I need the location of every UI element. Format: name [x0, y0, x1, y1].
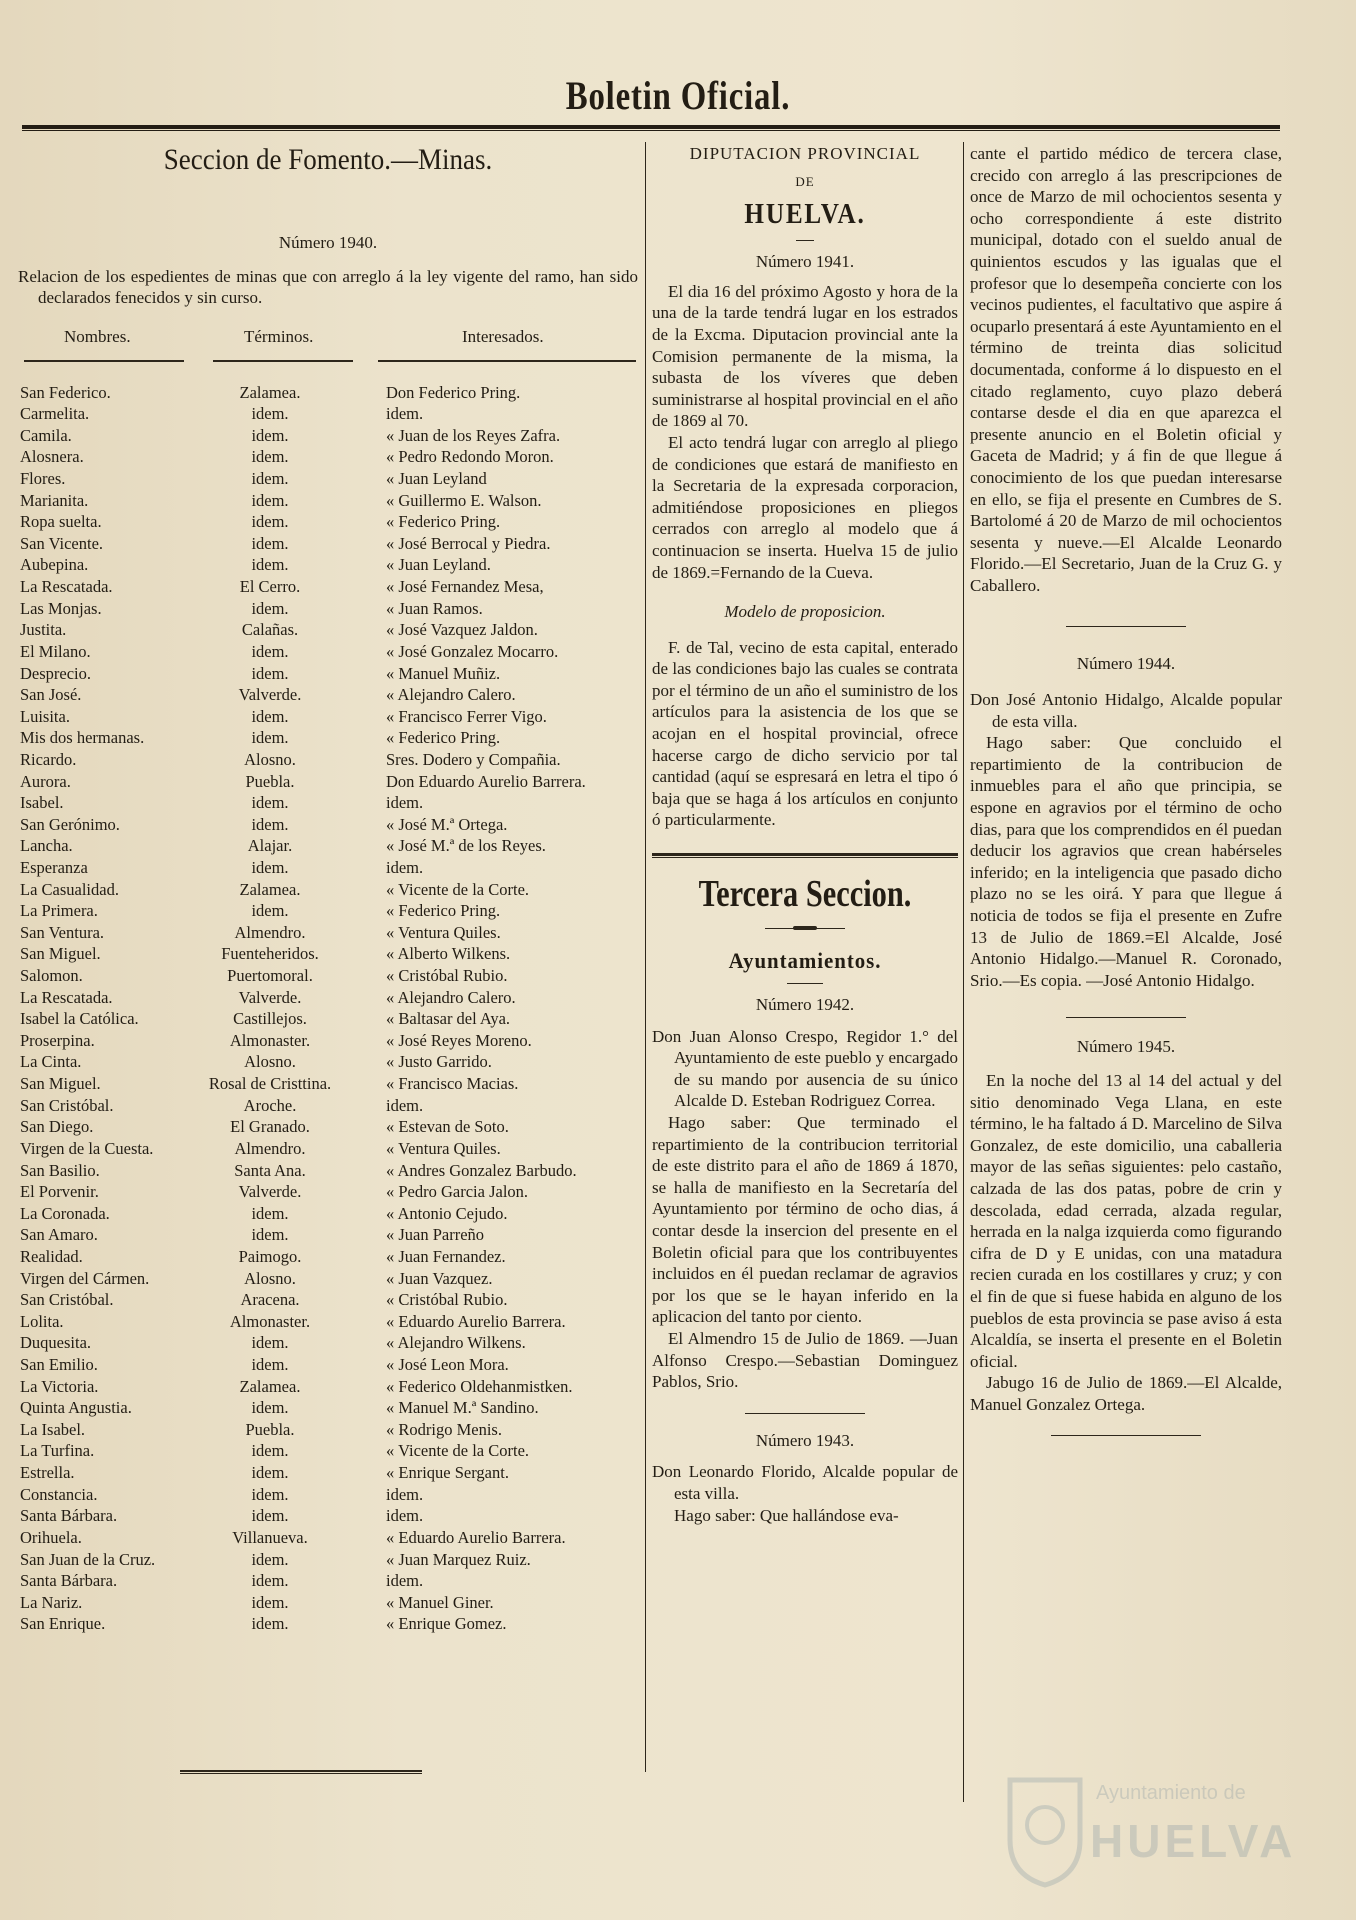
table-row: [18, 749, 638, 771]
mine-termino: Alosno.: [244, 1268, 296, 1288]
table-row: [18, 727, 638, 749]
dash-rule: [787, 983, 823, 984]
table-row: [18, 1484, 638, 1506]
mine-interesado: « Alberto Wilkens.: [386, 944, 511, 964]
table-row: [18, 706, 638, 728]
notice-number-1944: Número 1944.: [1076, 654, 1176, 674]
mine-termino: idem.: [251, 598, 289, 618]
mine-interesado: « Alejandro Wilkens.: [386, 1333, 526, 1353]
mine-termino: idem.: [251, 706, 289, 726]
mine-name: Duquesita.: [20, 1333, 92, 1353]
mine-interesado: « Andres Gonzalez Barbudo.: [386, 1160, 577, 1180]
paragraph-1945-1: En la noche del 13 al 14 del actual y del sitio denominado Vega Llana, en este término, le ha faltado á D. Marcelino de Silva Gonzalez, de este domicilio, una caballeria mayor de las señas siguientes: pelo castaño, calzada de las dos patas, pobre de crin y descolada, edad cerrada, alzada regular, herrada en la nalga izquierda como figurando cifra de D y E unidas, con una matadura recien curada en los costillares y cruz; y con el fin de que si fuese habida en alguno de los pueblos de esta provincia se pase aviso á esta Alcaldía, se inserta el presente en el Boletin oficial.: [970, 1070, 1282, 1371]
notice-number-1943: Número 1943.: [755, 1430, 855, 1450]
mine-interesado: idem.: [386, 1506, 424, 1526]
mine-termino: Fuenteheridos.: [221, 944, 319, 964]
mine-interesado: « Juan Ramos.: [386, 598, 483, 618]
paragraph-1945-2: Jabugo 16 de Julio de 1869.—El Alcalde, Manuel Gonzalez Ortega.: [970, 1373, 1282, 1414]
paragraph-1941-2: El acto tendrá lugar con arreglo al pliego de condiciones que estará de manifiesto en la Secretaria de la expresada corporacion, admitiéndose proposiciones en pliegos cerrados con arreglo al modelo que á continuacion se inserta. Huelva 15 de julio de 1869.=Fernando de la Cueva.: [652, 432, 958, 582]
end-rule: [180, 1770, 422, 1774]
mine-name: La Victoria.: [20, 1376, 99, 1396]
table-row: [18, 1419, 638, 1441]
header-interesados: Interesados.: [462, 326, 544, 346]
mine-name: San Diego.: [20, 1117, 94, 1137]
mine-interesado: « Vicente de la Corte.: [386, 1441, 530, 1461]
table-row: [18, 1138, 638, 1160]
mine-name: Proserpina.: [20, 1030, 95, 1050]
table-row: [18, 619, 638, 641]
table-row: [18, 1570, 638, 1592]
table-row: [18, 900, 638, 922]
mine-termino: Villanueva.: [232, 1527, 308, 1547]
mine-interesado: idem.: [386, 1484, 424, 1504]
paragraph-1943-cont: cante el partido médico de tercera clase, crecido con arreglo á las prescripciones de once de Marzo de mil ochocientos sesenta y ocho correspondiente á este distrito municipal, dotado con el sueldo anual de quinientos escudos y las igualas que el profesor que lo desempeña concierte con los vecinos pudientes, el facultativo que aspire á ocuparlo presentará á este Ayuntamiento en el término de treinta dias solicitud documentada, conforme á lo dispuesto en el citado reglamento, cuyo plazo deberá contarse desde el dia en que aparezca el presente anuncio en el Boletin oficial y Gaceta de Madrid; y á fin de que llegue á conocimiento de los que puedan interesarse en ello, se fija el presente en Cumbres de S. Bartolomé á 20 de Marzo de mil ochocientos sesenta y nueve.—El Alcalde Leonardo Florido.—El Secretario, Juan de la Cruz G. y Caballero.: [970, 144, 1282, 595]
mine-name: San Gerónimo.: [20, 814, 120, 834]
mine-interesado: « Ventura Quiles.: [386, 922, 501, 942]
mine-termino: idem.: [251, 404, 289, 424]
mine-name: Virgen del Cármen.: [20, 1268, 150, 1288]
mine-name: Camila.: [20, 425, 72, 445]
mine-termino: idem.: [251, 555, 289, 575]
mine-termino: Alajar.: [247, 836, 293, 856]
table-row: [18, 1160, 638, 1182]
table-row: [18, 965, 638, 987]
table-row: [18, 1181, 638, 1203]
table-row: [18, 446, 638, 468]
mine-interesado: « Eduardo Aurelio Barrera.: [386, 1527, 566, 1547]
mine-termino: Aracena.: [240, 1290, 300, 1310]
column-rule-1: [645, 142, 646, 1772]
mine-termino: idem.: [251, 858, 289, 877]
table-row: [18, 511, 638, 533]
mine-name: El Milano.: [20, 641, 91, 661]
table-row: [18, 684, 638, 706]
mine-name: Constancia.: [20, 1484, 98, 1504]
mine-termino: idem.: [251, 728, 289, 748]
table-row: [18, 468, 638, 490]
watermark-line1: Ayuntamiento de: [1096, 1782, 1246, 1804]
paragraph-1942-2: El Almendro 15 de Julio de 1869. —Juan Alfonso Crespo.—Sebastian Dominguez Pablos, Srio.: [652, 1328, 958, 1392]
column-rule-2: [963, 142, 964, 1802]
mine-interesado: « Ventura Quiles.: [386, 1138, 501, 1158]
mine-termino: idem.: [251, 1355, 289, 1375]
table-row: [18, 943, 638, 965]
dash-rule: [796, 240, 814, 241]
table-row: [18, 771, 638, 793]
paragraph-1943-1: Hago saber: Que hallándose eva-: [674, 1505, 899, 1525]
mine-interesado: « José Fernandez Mesa,: [386, 577, 544, 597]
mine-interesado: Sres. Dodero y Compañia.: [386, 749, 561, 769]
mine-name: Aubepina.: [20, 555, 89, 575]
mine-interesado: « Juan Leyland: [386, 469, 487, 489]
mine-termino: idem.: [251, 533, 289, 553]
mine-termino: idem.: [251, 512, 289, 532]
mine-name: Mis dos hermanas.: [20, 728, 145, 748]
table-row: [18, 1073, 638, 1095]
mine-interesado: « Manuel Muñiz.: [386, 663, 501, 683]
mine-name: Ropa suelta.: [20, 512, 102, 532]
table-row: [18, 1246, 638, 1268]
mine-termino: El Cerro.: [239, 577, 301, 597]
mine-name: Desprecio.: [20, 663, 92, 683]
table-row: [18, 382, 638, 404]
mine-interesado: « Francisco Macias.: [386, 1074, 519, 1094]
mine-interesado: « Eduardo Aurelio Barrera.: [386, 1311, 566, 1331]
table-row: [18, 1311, 638, 1333]
table-row: [18, 1095, 638, 1117]
mine-name: Alosnera.: [20, 447, 84, 467]
mine-interesado: Don Federico Pring.: [386, 382, 521, 402]
mine-termino: idem.: [251, 1203, 289, 1223]
mine-termino: idem.: [251, 1571, 289, 1591]
mine-termino: idem.: [251, 469, 289, 489]
mine-termino: Valverde.: [238, 987, 302, 1007]
mine-interesado: « José Reyes Moreno.: [386, 1030, 532, 1050]
table-row: [18, 1549, 638, 1571]
mine-termino: Paimogo.: [238, 1246, 302, 1266]
paragraph-1943-head: Don Leonardo Florido, Alcalde popular de esta villa.: [652, 1462, 958, 1503]
mine-interesado: « José M.ª Ortega.: [386, 814, 508, 834]
mine-termino: Zalamea.: [239, 382, 301, 402]
mine-termino: Castillejos.: [233, 1009, 307, 1029]
mine-name: La Cinta.: [20, 1052, 82, 1072]
table-row: [18, 1116, 638, 1138]
mine-interesado: idem.: [386, 1095, 424, 1115]
mine-interesado: idem.: [386, 793, 424, 813]
mine-termino: idem.: [251, 1484, 289, 1504]
mine-termino: idem.: [251, 814, 289, 834]
masthead-title: Boletin Oficial.: [565, 73, 791, 118]
mine-name: Santa Bárbara.: [20, 1506, 118, 1526]
table-row: [18, 1268, 638, 1290]
mine-name: Carmelita.: [20, 404, 90, 424]
mine-termino: idem.: [251, 901, 289, 921]
mine-name: La Coronada.: [20, 1203, 110, 1223]
mine-termino: idem.: [251, 1592, 289, 1612]
mine-termino: idem.: [251, 793, 289, 813]
mine-name: Marianita.: [20, 490, 89, 510]
mine-interesado: « José Berrocal y Piedra.: [386, 533, 551, 553]
mine-termino: Almonaster.: [229, 1030, 311, 1050]
mine-termino: Rosal de Cristtina.: [208, 1074, 332, 1094]
section-title: Seccion de Fomento.—Minas.: [163, 143, 493, 176]
mine-name: San Emilio.: [20, 1355, 98, 1375]
short-rule: [1051, 1435, 1201, 1436]
mine-termino: idem.: [251, 1506, 289, 1526]
mine-interesado: « Pedro Garcia Jalon.: [386, 1182, 529, 1202]
mine-name: San Amaro.: [20, 1225, 98, 1245]
mine-name: La Rescatada.: [20, 577, 113, 597]
mine-name: San Miguel.: [20, 1074, 101, 1094]
table-row: [18, 922, 638, 944]
mine-termino: idem.: [251, 1549, 289, 1569]
table-row: [18, 1354, 638, 1376]
mine-interesado: « Guillermo E. Walson.: [386, 490, 542, 510]
mine-termino: Almendro.: [234, 1138, 306, 1158]
mine-interesado: « Estevan de Soto.: [386, 1117, 509, 1137]
mine-termino: idem.: [251, 1463, 289, 1483]
mine-termino: idem.: [251, 1614, 289, 1634]
mine-interesado: « Francisco Ferrer Vigo.: [386, 706, 547, 726]
mine-interesado: « Alejandro Calero.: [386, 685, 516, 705]
ornament-rule: [765, 928, 845, 929]
mine-name: San Juan de la Cruz.: [20, 1549, 156, 1569]
shield-icon: [1000, 1770, 1090, 1890]
mine-name: San Basilio.: [20, 1160, 100, 1180]
mine-name: San Cristóbal.: [20, 1290, 114, 1310]
mine-interesado: « Cristóbal Rubio.: [386, 966, 508, 986]
mine-termino: Valverde.: [238, 685, 302, 705]
mine-name: La Nariz.: [20, 1592, 83, 1612]
table-row: [18, 1462, 638, 1484]
mine-name: San Enrique.: [20, 1614, 106, 1634]
mine-interesado: « Antonio Cejudo.: [386, 1203, 508, 1223]
mine-termino: idem.: [251, 447, 289, 467]
mine-name: Isabel.: [20, 793, 64, 813]
table-row: [18, 554, 638, 576]
mine-termino: Alosno.: [244, 749, 296, 769]
mine-interesado: « Juan Marquez Ruiz.: [386, 1549, 531, 1569]
mine-interesado: « Manuel M.ª Sandino.: [386, 1398, 539, 1418]
header-nombres: Nombres.: [64, 326, 131, 346]
table-row: [18, 490, 638, 512]
mine-interesado: « Enrique Gomez.: [386, 1614, 507, 1634]
table-row: [18, 879, 638, 901]
table-row: [18, 425, 638, 447]
table-row: [18, 1332, 638, 1354]
mine-interesado: « José M.ª de los Reyes.: [386, 836, 546, 856]
table-row: [18, 1289, 638, 1311]
table-row: [18, 1224, 638, 1246]
paragraph-1944-1: Hago saber: Que concluido el repartimiento de la contribucion de inmuebles para el año que principia, se espone en agravios por el término de ocho dias, para que los comprendidos en él puedan deducir los agravios que crean habérseles inferido; en la inteligencia que pasado dicho plazo no se les oirá. Y para que llegue á noticia de todos se fija el presente en Zufre 13 de Julio de 1869.=El Alcalde, José Antonio Hidalgo.—Manuel R. Coronado, Srio.—Es copia. —José Antonio Hidalgo.: [970, 733, 1282, 990]
table-row: [18, 1527, 638, 1549]
mine-termino: Valverde.: [238, 1182, 302, 1202]
column-three: [970, 143, 1282, 1436]
mine-termino: Almendro.: [234, 922, 306, 942]
table-header-rules: [18, 352, 638, 370]
mine-termino: Aroche.: [243, 1095, 297, 1115]
mine-name: Virgen de la Cuesta.: [20, 1138, 154, 1158]
mine-name: San Miguel.: [20, 944, 101, 964]
table-row: [18, 1376, 638, 1398]
mine-termino: Zalamea.: [239, 879, 301, 899]
mines-table: [18, 382, 638, 1635]
mine-interesado: « Cristóbal Rubio.: [386, 1290, 508, 1310]
mine-termino: Almonaster.: [229, 1311, 311, 1331]
table-row: [18, 814, 638, 836]
mine-name: Estrella.: [20, 1463, 75, 1483]
mine-termino: idem.: [251, 1225, 289, 1245]
paragraph-1941-1: El dia 16 del próximo Agosto y hora de la una de la tarde tendrá lugar en los estrados de la Excma. Diputacion provincial ante la Comision permanente de la misma, la subasta de los víveres que deben suministrarse al hospital provincial en el año de 1869 al 70.: [652, 281, 958, 431]
table-row: [18, 1440, 638, 1462]
mine-name: Isabel la Católica.: [20, 1009, 139, 1029]
table-row: [18, 1051, 638, 1073]
masthead-rule: [22, 125, 1280, 131]
table-row: [18, 792, 638, 814]
mine-interesado: « Enrique Sergant.: [386, 1463, 509, 1483]
table-row: [18, 598, 638, 620]
table-row: [18, 1030, 638, 1052]
table-row: [18, 663, 638, 685]
watermark-line2: HUELVA: [1090, 1815, 1297, 1867]
mine-name: La Isabel.: [20, 1419, 86, 1439]
mine-name: Justita.: [20, 620, 67, 640]
mine-name: Realidad.: [20, 1246, 83, 1266]
mine-interesado: « Juan Parreño: [386, 1225, 485, 1245]
mine-termino: Alosno.: [244, 1052, 296, 1072]
mine-interesado: « Federico Pring.: [386, 512, 501, 532]
mine-name: Flores.: [20, 469, 66, 489]
table-row: [18, 1203, 638, 1225]
mine-termino: idem.: [251, 641, 289, 661]
tercera-seccion-title: Tercera Seccion.: [698, 873, 912, 916]
mine-name: Las Monjas.: [20, 598, 102, 618]
mine-name: Lolita.: [20, 1311, 64, 1331]
notice-number-1945: Número 1945.: [1076, 1037, 1176, 1057]
mine-termino: idem.: [251, 663, 289, 683]
table-row: [18, 1397, 638, 1419]
table-row: [18, 576, 638, 598]
table-row: [18, 1505, 638, 1527]
mine-name: Luisita.: [20, 706, 70, 726]
table-row: [18, 1008, 638, 1030]
mine-name: El Porvenir.: [20, 1182, 99, 1202]
mine-name: San Cristóbal.: [20, 1095, 114, 1115]
mine-name: La Primera.: [20, 901, 98, 921]
mine-interesado: « Juan de los Reyes Zafra.: [386, 425, 561, 445]
mine-name: Salomon.: [20, 966, 83, 986]
mine-name: La Casualidad.: [20, 879, 119, 899]
mine-name: San José.: [20, 685, 82, 705]
header-terminos: Términos.: [244, 326, 314, 346]
notice-number-1942: Número 1942.: [755, 995, 855, 1015]
modelo-heading: Modelo de proposicion.: [724, 602, 886, 622]
mine-termino: Puebla.: [245, 771, 295, 791]
table-row: [18, 533, 638, 555]
mine-name: La Turfina.: [20, 1441, 95, 1461]
mine-interesado: « Rodrigo Menis.: [386, 1419, 502, 1439]
notice-number: Número 1940.: [278, 233, 378, 252]
mines-section: [18, 140, 638, 1635]
mine-termino: Puertomoral.: [227, 966, 313, 986]
diputacion-heading: DIPUTACION PROVINCIAL: [689, 144, 921, 163]
mine-termino: El Granado.: [230, 1117, 310, 1137]
mine-interesado: « Manuel Giner.: [386, 1592, 494, 1612]
mine-name: Quinta Angustia.: [20, 1398, 132, 1418]
mine-interesado: « Justo Garrido.: [386, 1052, 492, 1072]
mine-interesado: « José Vazquez Jaldon.: [386, 620, 538, 640]
mine-termino: Zalamea.: [239, 1376, 301, 1396]
mine-name: Santa Bárbara.: [20, 1571, 118, 1591]
paragraph-1942-1: Hago saber: Que terminado el repartimiento de la contribucion territorial de este distrito para el año de 1869 á 1870, se halla de manifiesto en la Secretaría del Ayuntamiento por término de ocho dias, á contar desde la insercion del presente en el Boletin oficial para que los contribuyentes incluidos en él puedan reclamar de agravios por los que se le hayan inferido en la aplicacion del tanto por ciento.: [652, 1113, 958, 1327]
notice-number-1941: Número 1941.: [755, 252, 855, 272]
mine-interesado: « Juan Fernandez.: [386, 1246, 506, 1266]
table-row: [18, 641, 638, 663]
table-row: [18, 987, 638, 1009]
mine-termino: idem.: [251, 1398, 289, 1418]
archive-watermark: [1000, 1760, 1300, 1910]
mine-name: Lancha.: [20, 836, 73, 856]
mine-interesado: « Juan Leyland.: [386, 555, 491, 575]
mine-termino: Puebla.: [245, 1419, 295, 1439]
mine-termino: idem.: [251, 425, 289, 445]
mine-name: San Ventura.: [20, 922, 105, 942]
mine-interesado: « José Leon Mora.: [386, 1355, 509, 1375]
table-row: [18, 1592, 638, 1614]
diputacion-huelva: HUELVA.: [744, 199, 866, 231]
mine-termino: idem.: [251, 490, 289, 510]
notice-intro: Relacion de los espedientes de minas que con arreglo á la ley vigente del ramo, han sido declarados fenecidos y sin curso.: [18, 266, 638, 307]
mine-name: San Vicente.: [20, 533, 104, 553]
mine-interesado: Don Eduardo Aurelio Barrera.: [386, 771, 586, 791]
table-header: [18, 326, 638, 352]
diputacion-de: DE: [795, 173, 815, 189]
mine-interesado: « Alejandro Calero.: [386, 987, 516, 1007]
mine-termino: Santa Ana.: [234, 1160, 306, 1180]
table-row: [18, 403, 638, 425]
mine-interesado: « José Gonzalez Mocarro.: [386, 641, 559, 661]
mine-interesado: « Federico Pring.: [386, 901, 501, 921]
mine-name: Ricardo.: [20, 749, 77, 769]
mine-interesado: « Vicente de la Corte.: [386, 879, 530, 899]
table-row: [18, 835, 638, 857]
mine-interesado: « Federico Oldehanmistken.: [386, 1376, 573, 1396]
column-two: [652, 143, 958, 1526]
ayuntamientos-title: Ayuntamientos.: [728, 948, 882, 974]
mine-termino: idem.: [251, 1441, 289, 1461]
table-row: [18, 857, 638, 879]
mine-interesado: idem.: [386, 404, 424, 424]
mine-interesado: « Juan Vazquez.: [386, 1268, 493, 1288]
mine-name: Aurora.: [20, 771, 71, 791]
table-row: [18, 1613, 638, 1635]
mine-interesado: idem.: [386, 858, 424, 877]
mine-interesado: « Baltasar del Aya.: [386, 1009, 511, 1029]
mine-interesado: idem.: [386, 1571, 424, 1591]
mine-termino: idem.: [251, 1333, 289, 1353]
mine-name: La Rescatada.: [20, 987, 113, 1007]
mine-interesado: « Federico Pring.: [386, 728, 501, 748]
mine-name: Esperanza: [20, 858, 88, 877]
mine-interesado: « Pedro Redondo Moron.: [386, 447, 554, 467]
paragraph-1942-head: Don Juan Alonso Crespo, Regidor 1.° del Ayuntamiento de este pueblo y encargado de su mando por ausencia de su único Alcalde D. Esteban Rodriguez Correa.: [652, 1026, 958, 1111]
paragraph-1944-head: Don José Antonio Hidalgo, Alcalde popular de esta villa.: [970, 690, 1282, 731]
paragraph-modelo: F. de Tal, vecino de esta capital, enterado de las condiciones bajo las cuales se contrata por el término de un año el suministro de los artículos para la asistencia de los que se acojan en el hospital provincial, ofrece hacerse cargo de dicho servicio por tal cantidad (aquí se espresará en letra el tipo ó baja que se haga á los artículos en conjunto ó particularmente.: [652, 637, 958, 830]
mine-name: San Federico.: [20, 382, 111, 402]
mine-name: Orihuela.: [20, 1527, 82, 1547]
mine-termino: Calañas.: [241, 620, 299, 640]
